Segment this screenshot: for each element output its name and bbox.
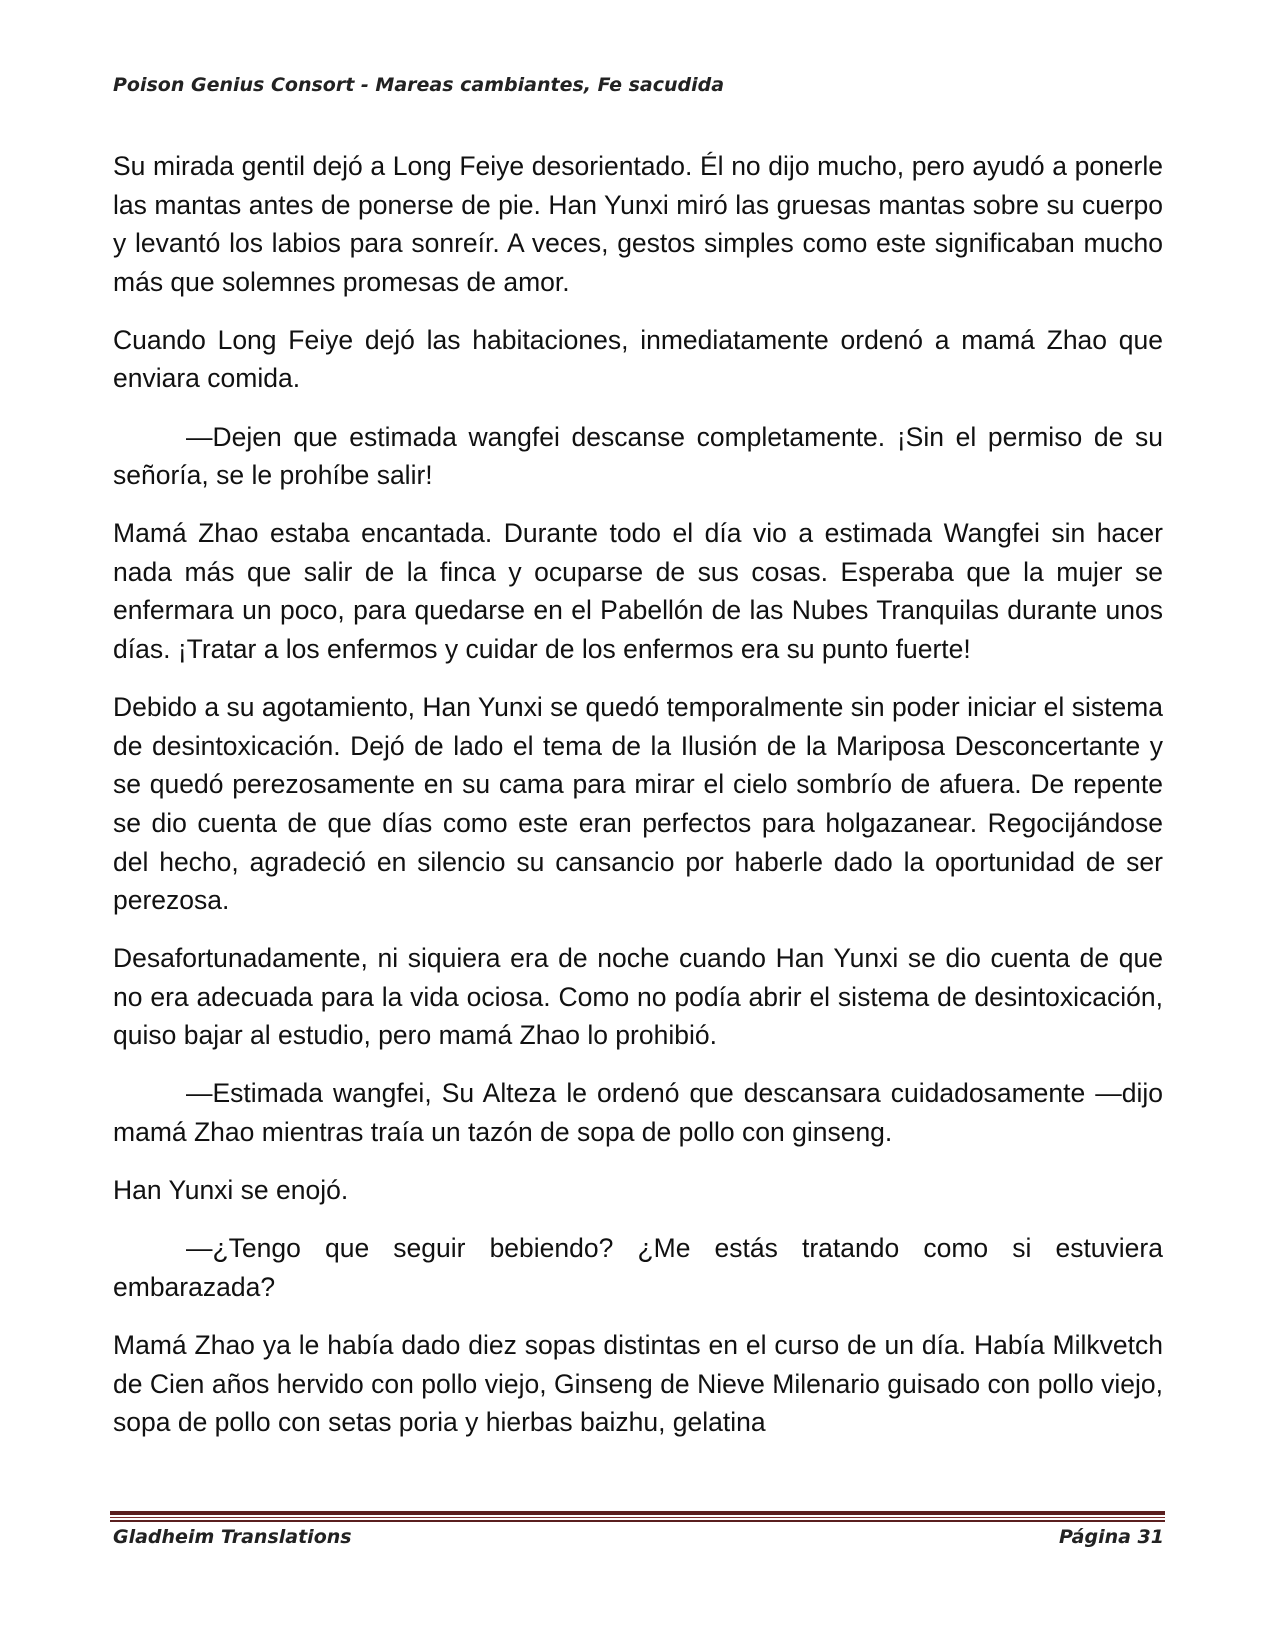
- paragraph: Mamá Zhao ya le había dado diez sopas distintas en el curso de un día. Había Milkvetch de Cien años hervido con pollo viejo, Ginseng de Nieve Milenario guisado con pollo viejo, sopa de pollo con setas poria y hierbas baizhu, gelatina: [113, 1329, 1163, 1438]
- paragraph: Han Yunxi se enojó.: [113, 1175, 349, 1206]
- body-text: [113, 147, 1163, 1461]
- footer-divider: [110, 1517, 1165, 1518]
- paragraph: Cuando Long Feiye dejó las habitaciones, inmediatamente ordenó a mamá Zhao que enviara comida.: [113, 324, 1163, 394]
- dialogue-paragraph: —¿Tengo que seguir bebiendo? ¿Me estás tratando como si estuviera embarazada?: [113, 1233, 1163, 1302]
- dialogue-paragraph: —Dejen que estimada wangfei descanse completamente. ¡Sin el permiso de su señoría, se le prohíbe salir!: [113, 421, 1163, 491]
- footer-translator: Gladheim Translations: [113, 1526, 352, 1548]
- paragraph: Su mirada gentil dejó a Long Feiye desorientado. Él no dijo mucho, pero ayudó a ponerle las mantas antes de ponerse de pie. Han Yunxi miró las gruesas mantas sobre su cuerpo y levantó los labios para sonreír. A veces, gestos simples como este significaban mucho más que solemnes promesas de amor.: [113, 151, 1163, 297]
- footer-divider: [110, 1511, 1165, 1515]
- page-header: Poison Genius Consort - Mareas cambiantes, Fe sacudida: [113, 74, 725, 96]
- paragraph: Debido a su agotamiento, Han Yunxi se quedó temporalmente sin poder iniciar el sistema de desintoxicación. Dejó de lado el tema de la Ilusión de la Mariposa Desconcertante y se quedó perezosamente en su cama para mirar el cielo sombrío de afuera. De repente se dio cuenta de que días como este eran perfectos para holgazanear. Regocijándose del hecho, agradeció en silencio su cansancio por haberle dado la oportunidad de ser perezosa.: [113, 692, 1163, 916]
- footer-divider: [110, 1520, 1165, 1522]
- dialogue-paragraph: —Estimada wangfei, Su Alteza le ordenó que descansara cuidadosamente —dijo mamá Zhao mientras traía un tazón de sopa de pollo con ginseng.: [113, 1078, 1163, 1148]
- paragraph: Mamá Zhao estaba encantada. Durante todo el día vio a estimada Wangfei sin hacer nada más que salir de la finca y ocuparse de sus cosas. Esperaba que la mujer se enfermara un poco, para quedarse en el Pabellón de las Nubes Tranquilas durante unos días. ¡Tratar a los enfermos y cuidar de los enfermos era su punto fuerte!: [113, 518, 1163, 665]
- footer-page-number: Página 31: [1058, 1526, 1164, 1548]
- paragraph: Desafortunadamente, ni siquiera era de noche cuando Han Yunxi se dio cuenta de que no era adecuada para la vida ociosa. Como no podía abrir el sistema de desintoxicación, quiso bajar al estudio, pero mamá Zhao lo prohibió.: [113, 943, 1163, 1051]
